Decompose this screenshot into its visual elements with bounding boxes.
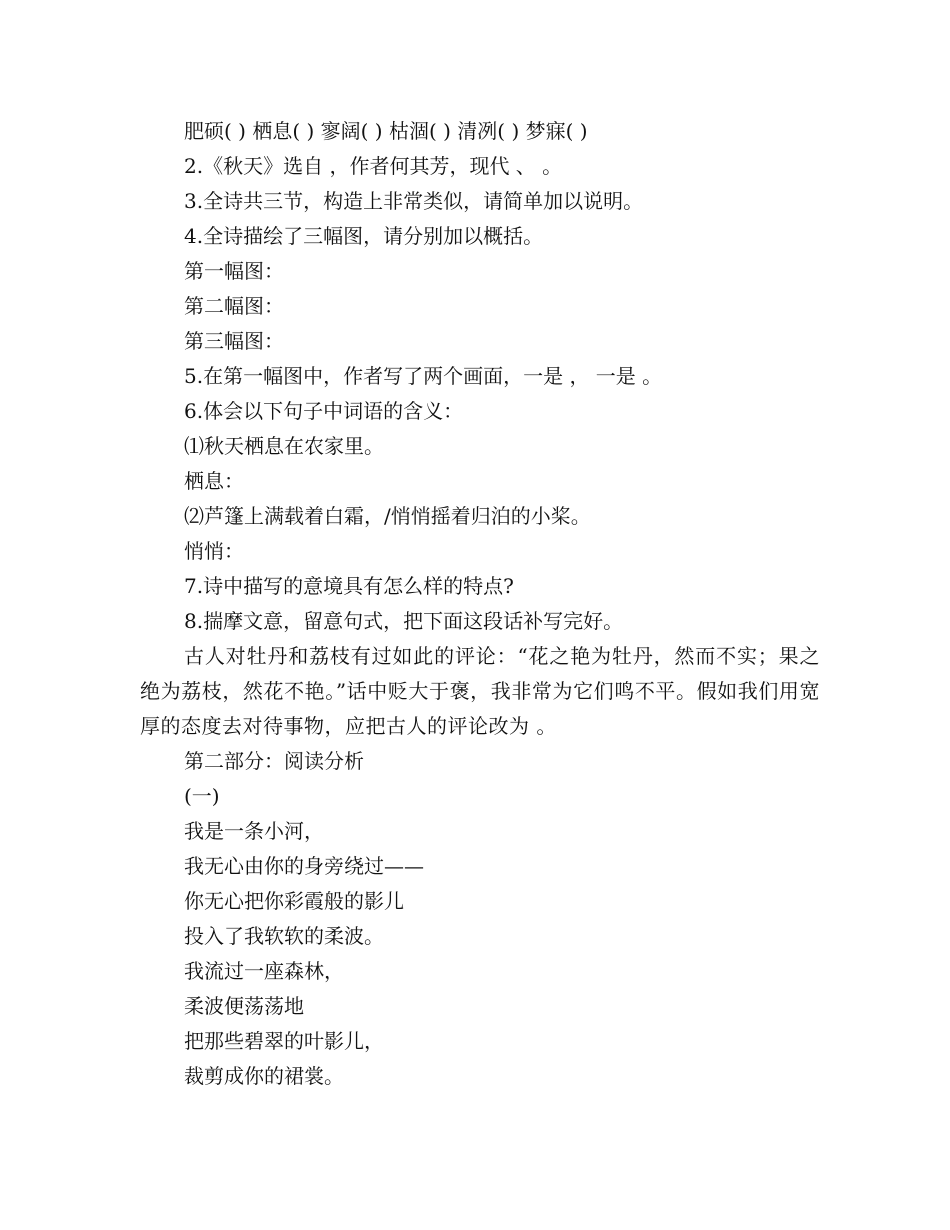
picture-3-label: 第三幅图： xyxy=(184,329,284,353)
question-5: 5.在第一幅图中，作者写了两个画面，一是 ， 一是 。 xyxy=(184,364,663,388)
question-7: 7.诗中描写的意境具有怎么样的特点? xyxy=(184,574,514,598)
commentary-paragraph: 古人对牡丹和荔枝有过如此的评论：“花之艳为牡丹，然而不实；果之绝为荔枝，然花不艳。”话中贬大于褒，我非常为它们鸣不平。假如我们用宽厚的态度去对待事物，应把古人的评论改为 。 xyxy=(140,644,820,738)
picture-1-label: 第一幅图： xyxy=(184,259,284,283)
question-6: 6.体会以下句子中词语的含义： xyxy=(184,399,464,423)
question-4: 4.全诗描绘了三幅图，请分别加以概括。 xyxy=(184,224,544,248)
poem-line: 你无心把你彩霞般的影儿 xyxy=(184,889,404,913)
picture-2-label: 第二幅图： xyxy=(184,294,284,318)
poem-line: 柔波便荡荡地 xyxy=(184,994,304,1018)
document-content xyxy=(140,114,820,1094)
poem-line: 裁剪成你的裙裳。 xyxy=(184,1064,344,1088)
question-2: 2.《秋天》选自 ，作者何其芳，现代 、 。 xyxy=(184,154,563,178)
poem-line: 我流过一座森林， xyxy=(184,959,344,983)
vocab-line: 肥硕( ) 栖息( ) 寥阔( ) 枯涸( ) 清冽( ) 梦寐( ) xyxy=(184,119,588,143)
poem-line: 我是一条小河， xyxy=(184,819,324,843)
poem-line: 我无心由你的身旁绕过—— xyxy=(184,854,424,878)
poem-line: 投入了我软软的柔波。 xyxy=(184,924,384,948)
poem-line: 把那些碧翠的叶影儿， xyxy=(184,1029,384,1053)
question-8: 8.揣摩文意，留意句式，把下面这段话补写完好。 xyxy=(184,609,624,633)
sentence-2: ⑵芦篷上满载着白霜，/悄悄摇着归泊的小桨。 xyxy=(184,504,591,528)
subsection-label: (一) xyxy=(184,784,220,808)
word-2-label: 悄悄： xyxy=(184,539,244,563)
question-3: 3.全诗共三节，构造上非常类似，请简单加以说明。 xyxy=(184,189,644,213)
word-1-label: 栖息： xyxy=(184,469,244,493)
section-heading: 第二部分：阅读分析 xyxy=(184,749,364,773)
sentence-1: ⑴秋天栖息在农家里。 xyxy=(184,434,384,458)
